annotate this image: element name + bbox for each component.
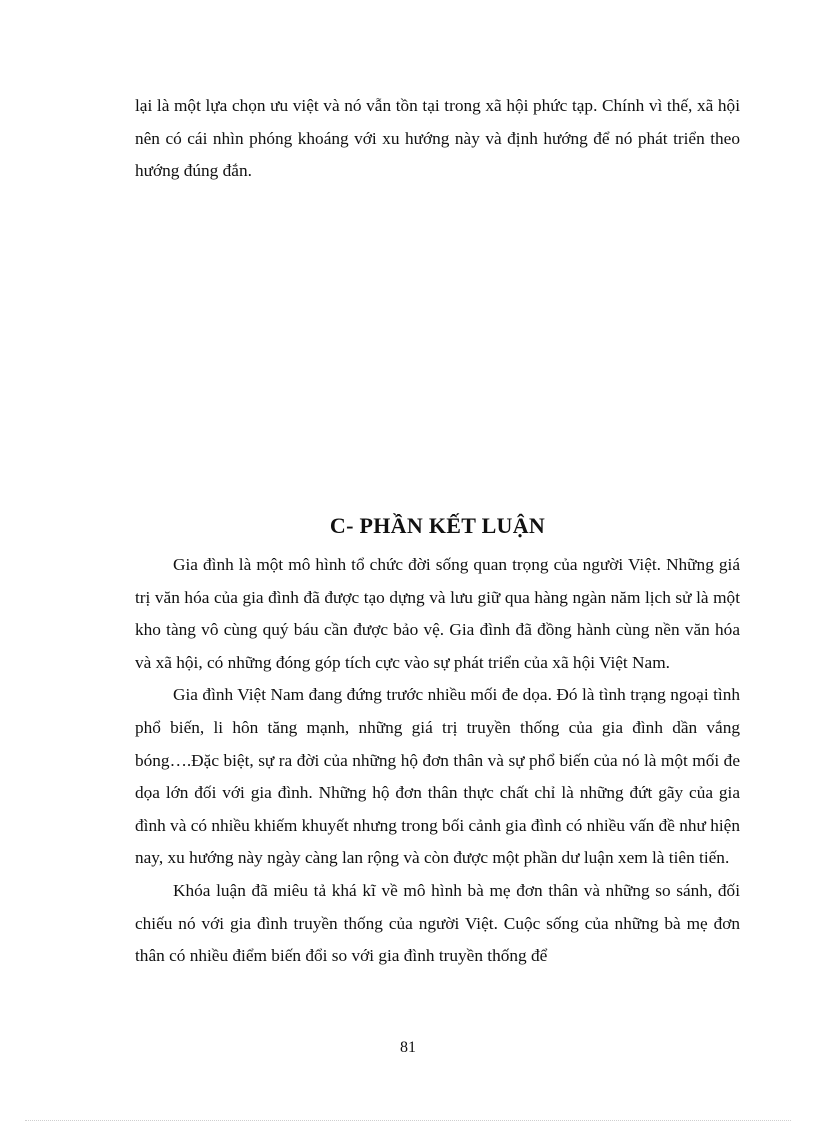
conclusion-paragraph-1: Gia đình là một mô hình tổ chức đời sống quan trọng của người Việt. Những giá trị văn hóa của gia đình đã được tạo dựng và lưu giữ qua hàng ngàn năm lịch sử là một kho tàng vô cùng quý báu cần được bảo vệ. Gia đình đã đồng hành cùng nền văn hóa và xã hội, có những đóng góp tích cực vào sự phát triển của xã hội Việt Nam. (135, 555, 740, 672)
conclusion-body (135, 549, 740, 973)
continuation-paragraph: lại là một lựa chọn ưu việt và nó vẫn tồn tại trong xã hội phức tạp. Chính vì thế, xã hội nên có cái nhìn phóng khoáng với xu hướng này và định hướng để nó phát triển theo hướng đúng đắn. (135, 96, 740, 181)
page-number: 81 (400, 1039, 416, 1056)
conclusion-paragraph-3: Khóa luận đã miêu tả khá kĩ về mô hình bà mẹ đơn thân và những so sánh, đối chiếu nó với gia đình truyền thống của người Việt. Cuộc sống của những bà mẹ đơn thân có nhiều điểm biến đổi so với gia đình truyền thống để (135, 880, 740, 966)
section-heading: C- PHẦN KẾT LUẬN (329, 513, 546, 538)
page-bottom-divider (25, 1120, 791, 1121)
conclusion-paragraph-2: Gia đình Việt Nam đang đứng trước nhiều mối đe dọa. Đó là tình trạng ngoại tình phổ biến, li hôn tăng mạnh, những giá trị truyền thống của gia đình dần vắng bóng….Đặc biệt, sự ra đời của những hộ đơn thân và sự phổ biến của nó là một mối đe dọa lớn đối với gia đình. Những hộ đơn thân thực chất chỉ là những đứt gãy của gia đình và có nhiều khiếm khuyết nhưng trong bối cảnh gia đình có nhiều vấn đề như hiện nay, xu hướng này ngày càng lan rộng và còn được một phần dư luận xem là tiên tiến. (135, 685, 740, 868)
